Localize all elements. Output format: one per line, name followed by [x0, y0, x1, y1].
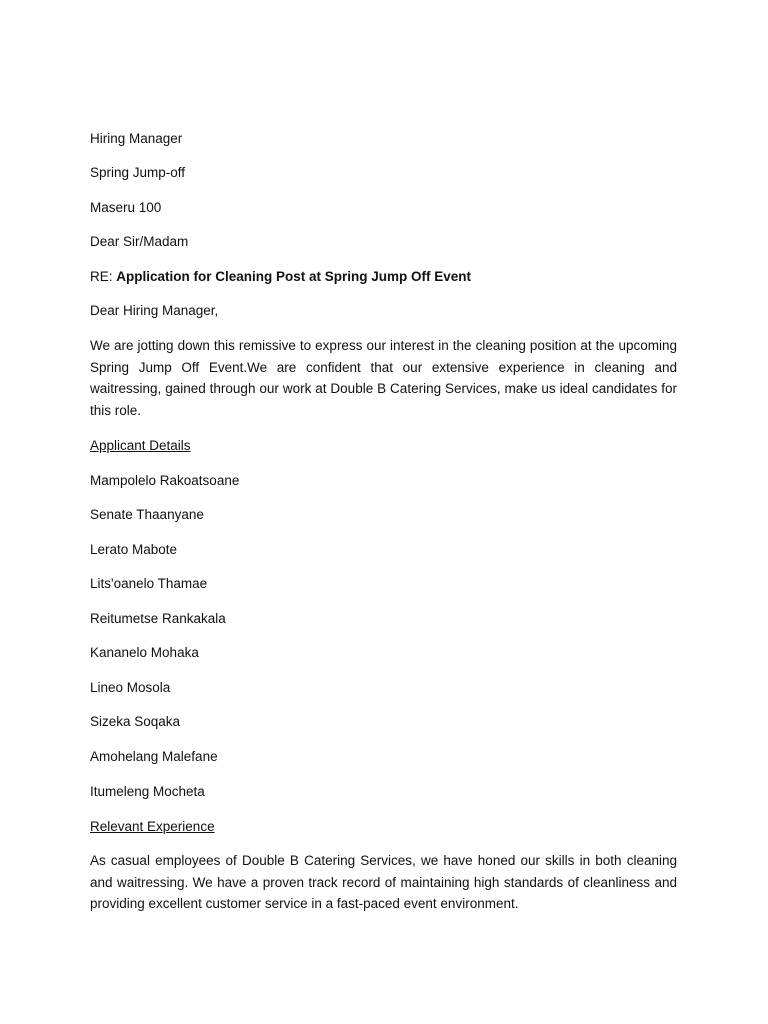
applicant-name: Lineo Mosola	[90, 680, 171, 695]
experience-paragraph: As casual employees of Double B Catering Services, we have honed our skills in both cleaning and waitressing. We have a proven track record of maintaining high standards of cleanliness and providing excellent customer service in a fast-paced event environment.	[90, 853, 677, 912]
applicant-name: Kananelo Mohaka	[90, 645, 199, 660]
recipient-organization: Spring Jump-off	[90, 165, 186, 180]
letter-page	[90, 0, 677, 1024]
applicant-name: Lits'oanelo Thamae	[90, 576, 208, 591]
applicant-name: Itumeleng Mocheta	[90, 784, 205, 799]
applicant-name: Reitumetse Rankakala	[90, 611, 226, 626]
applicant-name: Senate Thaanyane	[90, 507, 204, 522]
re-subject: Application for Cleaning Post at Spring Jump Off Event	[116, 269, 472, 284]
intro-paragraph: We are jotting down this remissive to express our interest in the cleaning position at the upcoming Spring Jump Off Event.We are confident that our extensive experience in cleaning and waitressing, gained through our work at Double B Catering Services, make us ideal candidates for this role.	[90, 338, 677, 419]
recipient-title: Hiring Manager	[90, 131, 183, 146]
applicant-name: Mampolelo Rakoatsoane	[90, 473, 240, 488]
applicants-heading: Applicant Details	[90, 438, 191, 453]
recipient-address: Maseru 100	[90, 200, 162, 215]
re-prefix: RE:	[90, 269, 117, 284]
salutation: Dear Sir/Madam	[90, 234, 189, 249]
greeting: Dear Hiring Manager,	[90, 303, 219, 318]
experience-heading: Relevant Experience	[90, 819, 215, 834]
applicant-name: Amohelang Malefane	[90, 749, 218, 764]
applicant-name: Sizeka Soqaka	[90, 714, 181, 729]
re-line	[90, 268, 471, 285]
applicant-name: Lerato Mabote	[90, 542, 178, 557]
